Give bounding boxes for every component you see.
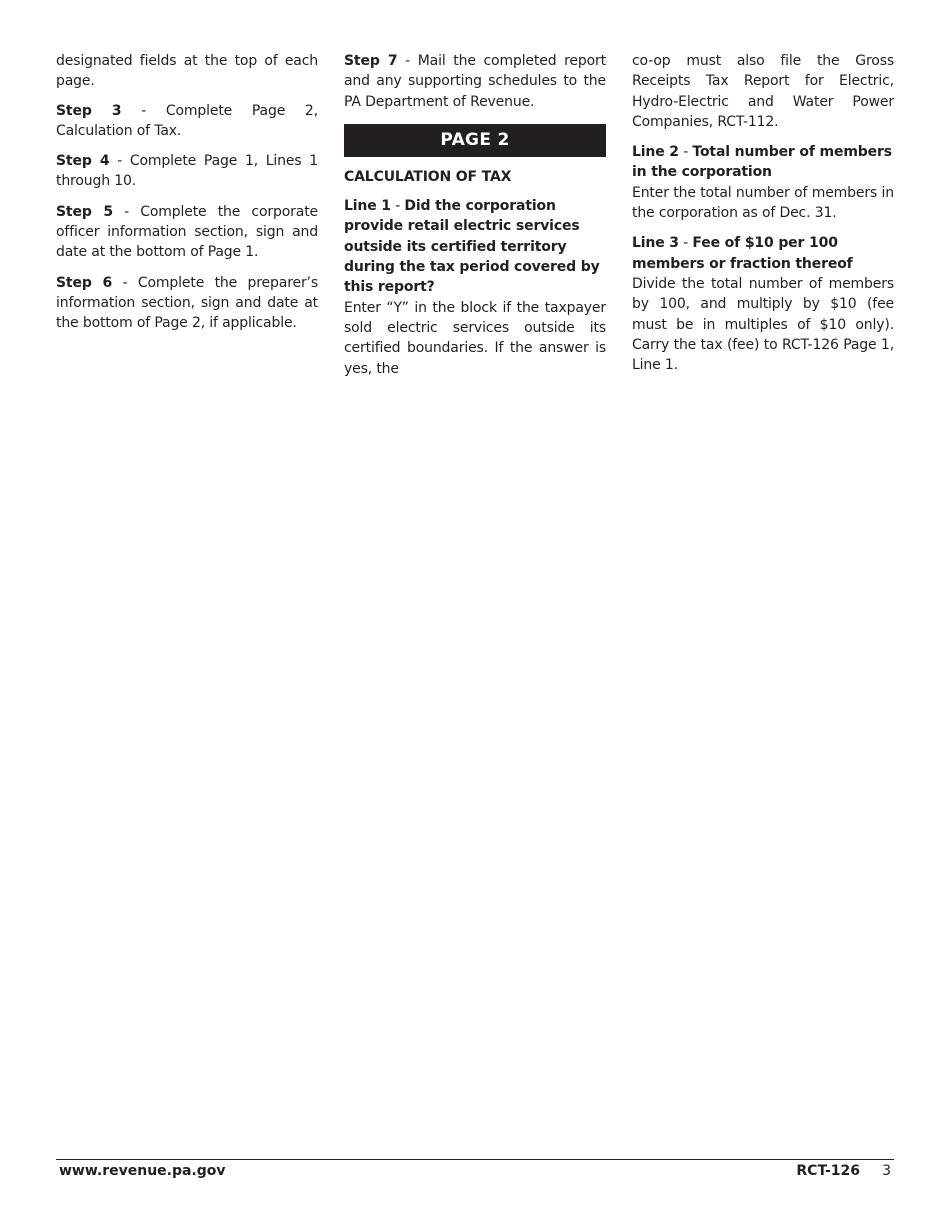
- footer-url[interactable]: www.revenue.pa.gov: [59, 1163, 226, 1179]
- line-2-separator: -: [678, 144, 693, 161]
- step-6-label: Step 6: [56, 274, 113, 291]
- step-3-label: Step 3: [56, 102, 122, 119]
- intro-paragraph: designated fields at the top of each page.: [56, 53, 318, 90]
- line-2-body: Enter the total number of members in the corporation as of Dec. 31.: [632, 184, 894, 222]
- step-5-label: Step 5: [56, 203, 113, 220]
- column-2: [344, 51, 606, 389]
- step-4-text: - Complete Page 1, Lines 1 through 10.: [56, 153, 318, 190]
- line-1-question: Did the corporation provide retail electric services outside its certified territory during the tax period covered by this report?: [344, 198, 600, 296]
- page-footer: [56, 1159, 894, 1184]
- page-number: 3: [882, 1163, 891, 1179]
- line-1-separator: -: [390, 198, 405, 215]
- step-7-label: Step 7: [344, 53, 398, 69]
- line-1-title: [344, 196, 606, 297]
- line-2-label: Line 2: [632, 144, 679, 161]
- step-5-text: - Complete the corporate officer information section, sign and date at the bottom of Page 1.: [56, 203, 318, 261]
- line-3-body: Divide the total number of members by 100, and multiply by $10 (fee must be in multiples of $10 only). Carry the tax (fee) to RCT-126 Page 1, Line 1.: [632, 275, 894, 374]
- section-bar-page-2: PAGE 2: [344, 124, 606, 157]
- line-1-body: Enter “Y” in the block if the taxpayer sold electric services outside its certified boundaries. If the answer is yes, the: [344, 299, 606, 377]
- step-7-text: - Mail the completed report and any supporting schedules to the PA Department of Revenue.: [344, 53, 606, 110]
- step-4-label: Step 4: [56, 153, 110, 170]
- step-3: [56, 101, 318, 142]
- line-2-title: [632, 142, 894, 183]
- step-3-text: - Complete Page 2, Calculation of Tax.: [56, 102, 318, 139]
- step-7: [344, 51, 606, 112]
- column-1: [56, 51, 318, 344]
- line-1-block: [344, 196, 606, 379]
- line-3-separator: -: [678, 235, 693, 252]
- step-6-text: - Complete the preparer’s information section, sign and date at the bottom of Page 2, if applicable.: [56, 274, 319, 332]
- column-3: [632, 51, 894, 385]
- line-3-label: Line 3: [632, 235, 679, 252]
- step-6: [56, 273, 318, 334]
- line-3-heading: Fee of $10 per 100 members or fraction thereof: [632, 235, 853, 272]
- step-5: [56, 202, 318, 263]
- line-3-title: [632, 233, 894, 274]
- line-2-heading: Total number of members in the corporation: [632, 144, 892, 181]
- section-heading: CALCULATION OF TAX: [344, 168, 512, 185]
- footer-form-number: RCT-126: [796, 1163, 860, 1179]
- line-2-block: [632, 142, 894, 223]
- line-1-label: Line 1: [344, 198, 391, 215]
- continued-paragraph: co-op must also file the Gross Receipts Tax Report for Electric, Hydro-Electric and Water Power Companies, RCT-112.: [632, 53, 894, 130]
- step-4: [56, 151, 318, 192]
- line-3-block: [632, 233, 894, 375]
